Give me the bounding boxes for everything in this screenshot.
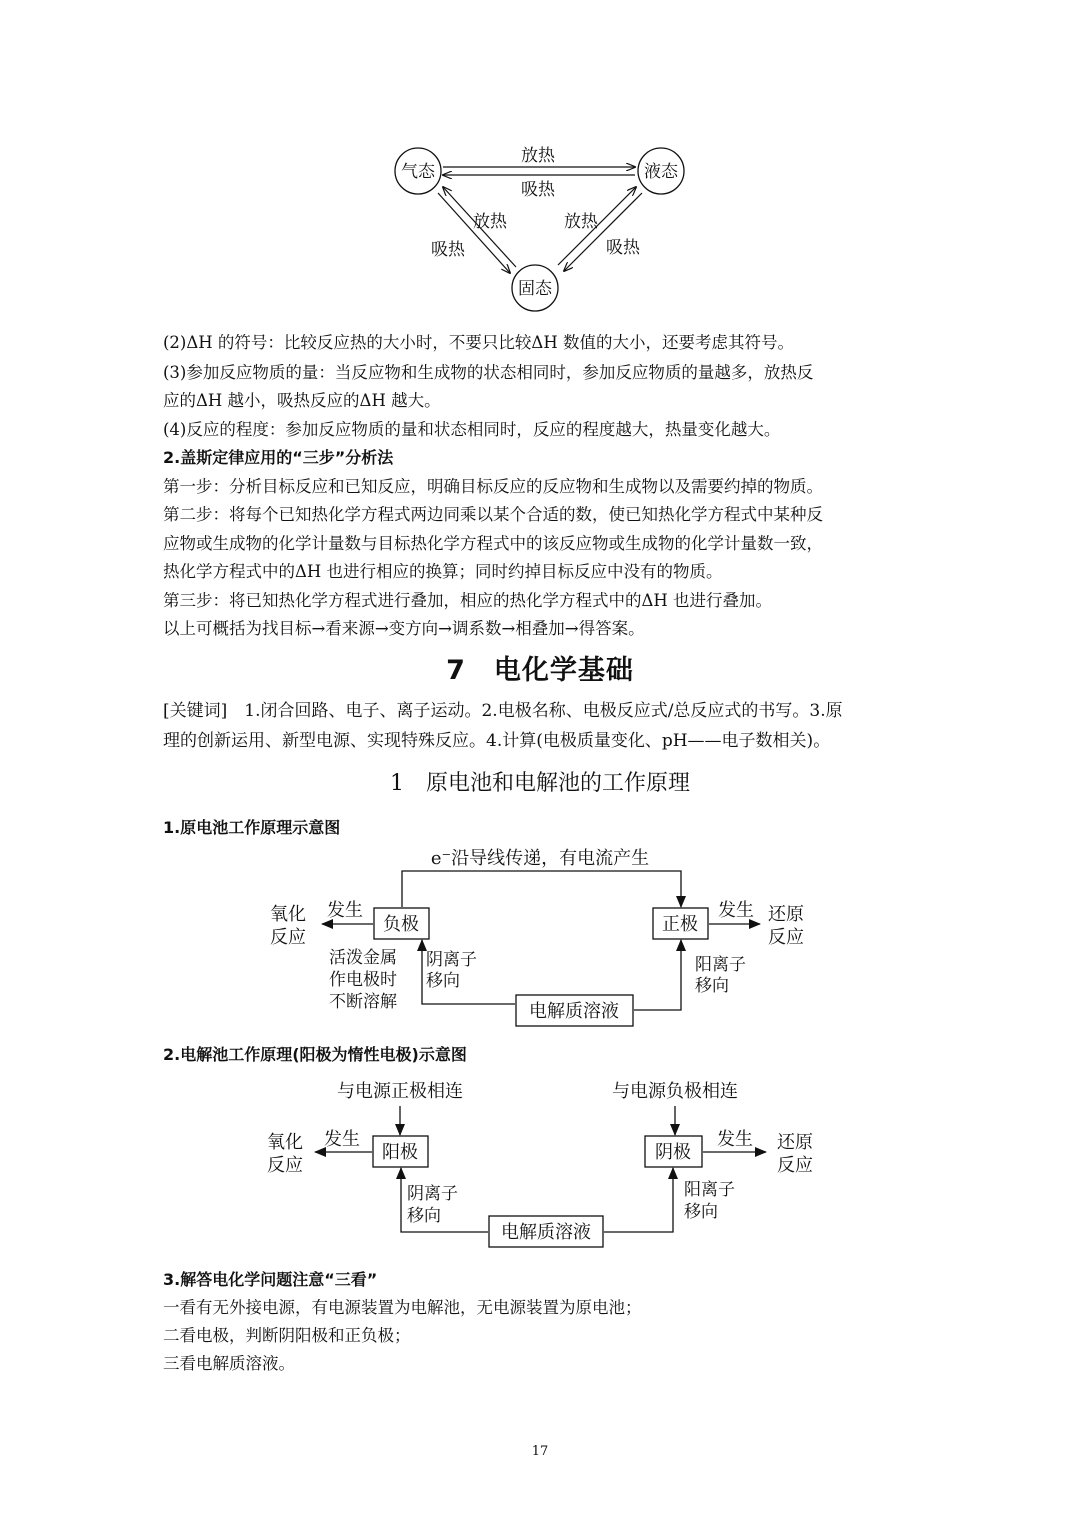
gas-label: 气态 bbox=[401, 162, 435, 182]
electrolyte-label: 电解质溶液 bbox=[529, 1001, 619, 1022]
oxidation-label-1: 氧化 bbox=[270, 904, 306, 925]
step-two-line3: 热化学方程式中的ΔH 也进行相应的换算；同时约掉目标反应中没有的物质。 bbox=[163, 562, 723, 581]
positive-electrode-label: 正极 bbox=[662, 914, 698, 935]
cation-migration-label-2: 移向 bbox=[695, 976, 729, 996]
oxidation-label-1: 氧化 bbox=[267, 1132, 303, 1153]
gas-to-solid-label: 放热 bbox=[473, 212, 507, 232]
paragraph-delta-h-sign: (2)ΔH 的符号：比较反应热的大小时，不要只比较ΔH 数值的大小，还要考虑其符号。 bbox=[163, 333, 794, 352]
occurs-label-left: 发生 bbox=[327, 900, 363, 921]
liquid-to-gas-label: 吸热 bbox=[521, 180, 555, 200]
reduction-label-2: 反应 bbox=[768, 927, 804, 948]
anion-migration-label-2: 移向 bbox=[407, 1206, 441, 1226]
phase-change-diagram bbox=[380, 135, 700, 315]
look-one: 一看有无外接电源，有电源装置为电解池，无电源装置为原电池； bbox=[163, 1298, 642, 1317]
oxidation-label-2: 反应 bbox=[270, 927, 306, 948]
active-metal-note-1: 活泼金属 bbox=[329, 948, 397, 968]
galvanic-cell-diagram bbox=[240, 840, 840, 1035]
reduction-label-2: 反应 bbox=[777, 1155, 813, 1176]
heading-electrolytic-cell: 2.电解池工作原理(阳极为惰性电极)示意图 bbox=[163, 1045, 467, 1064]
cation-migration-label-1: 阳离子 bbox=[695, 955, 746, 975]
step-two-line1: 第二步：将每个已知热化学方程式两边同乘以某个合适的数，使已知热化学方程式中某种反 bbox=[163, 505, 823, 524]
step-two-line2: 应物或生成物的化学计量数与目标热化学方程式中的该反应物或生成物的化学计量数一致， bbox=[163, 534, 823, 553]
page-number: 17 bbox=[531, 1444, 549, 1459]
active-metal-note-2: 作电极时 bbox=[329, 970, 397, 990]
cation-migration-label-2: 移向 bbox=[684, 1202, 718, 1222]
solid-to-liquid-label: 吸热 bbox=[606, 238, 640, 258]
solid-label: 固态 bbox=[518, 279, 552, 299]
electrolytic-cell-diagram bbox=[240, 1072, 840, 1252]
paragraph-amount-line1: (3)参加反应物质的量：当反应物和生成物的状态相同时，参加反应物质的量越多，放热反 bbox=[163, 363, 814, 382]
electrolyte-label: 电解质溶液 bbox=[501, 1222, 591, 1243]
active-metal-note-3: 不断溶解 bbox=[329, 992, 397, 1012]
occurs-label-right: 发生 bbox=[718, 900, 754, 921]
solid-to-gas-label: 吸热 bbox=[431, 240, 465, 260]
reduction-label-1: 还原 bbox=[768, 904, 804, 925]
anion-migration-label-2: 移向 bbox=[426, 971, 460, 991]
paragraph-amount-line2: 应的ΔH 越小，吸热反应的ΔH 越大。 bbox=[163, 391, 441, 410]
anion-migration-label-1: 阴离子 bbox=[426, 950, 477, 970]
oxidation-label-2: 反应 bbox=[267, 1155, 303, 1176]
heading-hess-law: 2.盖斯定律应用的“三步”分析法 bbox=[163, 448, 394, 467]
keywords-line2: 理的创新运用、新型电源、实现特殊反应。4.计算(电极质量变化、pH——电子数相关)。 bbox=[163, 731, 831, 751]
step-one: 第一步：分析目标反应和已知反应，明确目标反应的反应物和生成物以及需要约掉的物质。 bbox=[163, 477, 823, 496]
liquid-to-solid-label: 放热 bbox=[564, 212, 598, 232]
occurs-label-right: 发生 bbox=[717, 1129, 753, 1150]
anode-label: 阳极 bbox=[382, 1142, 418, 1163]
look-three: 三看电解质溶液。 bbox=[163, 1354, 295, 1373]
subsection-title: 1 原电池和电解池的工作原理 bbox=[390, 771, 690, 796]
cation-migration-label-1: 阳离子 bbox=[684, 1180, 735, 1200]
cathode-label: 阴极 bbox=[655, 1142, 691, 1163]
look-two: 二看电极，判断阴阳极和正负极； bbox=[163, 1326, 411, 1345]
occurs-label-left: 发生 bbox=[324, 1129, 360, 1150]
negative-terminal-link-label: 与电源负极相连 bbox=[612, 1081, 738, 1102]
keywords-line1: [关键词] 1.闭合回路、电子、离子运动。2.电极名称、电极反应式/总反应式的书写。3.原 bbox=[163, 701, 843, 721]
anion-migration-label-1: 阴离子 bbox=[407, 1184, 458, 1204]
section-title: 7 电化学基础 bbox=[446, 655, 634, 686]
heading-galvanic-cell: 1.原电池工作原理示意图 bbox=[163, 818, 341, 837]
paragraph-degree: (4)反应的程度：参加反应物质的量和状态相同时，反应的程度越大，热量变化越大。 bbox=[163, 420, 781, 439]
reduction-label-1: 还原 bbox=[777, 1132, 813, 1153]
liquid-label: 液态 bbox=[644, 162, 678, 182]
heading-three-looks: 3.解答电化学问题注意“三看” bbox=[163, 1270, 378, 1289]
negative-electrode-label: 负极 bbox=[383, 914, 419, 935]
positive-terminal-link-label: 与电源正极相连 bbox=[337, 1081, 463, 1102]
summary-line: 以上可概括为找目标→看来源→变方向→调系数→相叠加→得答案。 bbox=[163, 619, 645, 638]
electron-flow-label: e⁻沿导线传递，有电流产生 bbox=[430, 848, 650, 869]
gas-to-liquid-label: 放热 bbox=[521, 146, 555, 166]
step-three: 第三步：将已知热化学方程式进行叠加，相应的热化学方程式中的ΔH 也进行叠加。 bbox=[163, 591, 773, 610]
